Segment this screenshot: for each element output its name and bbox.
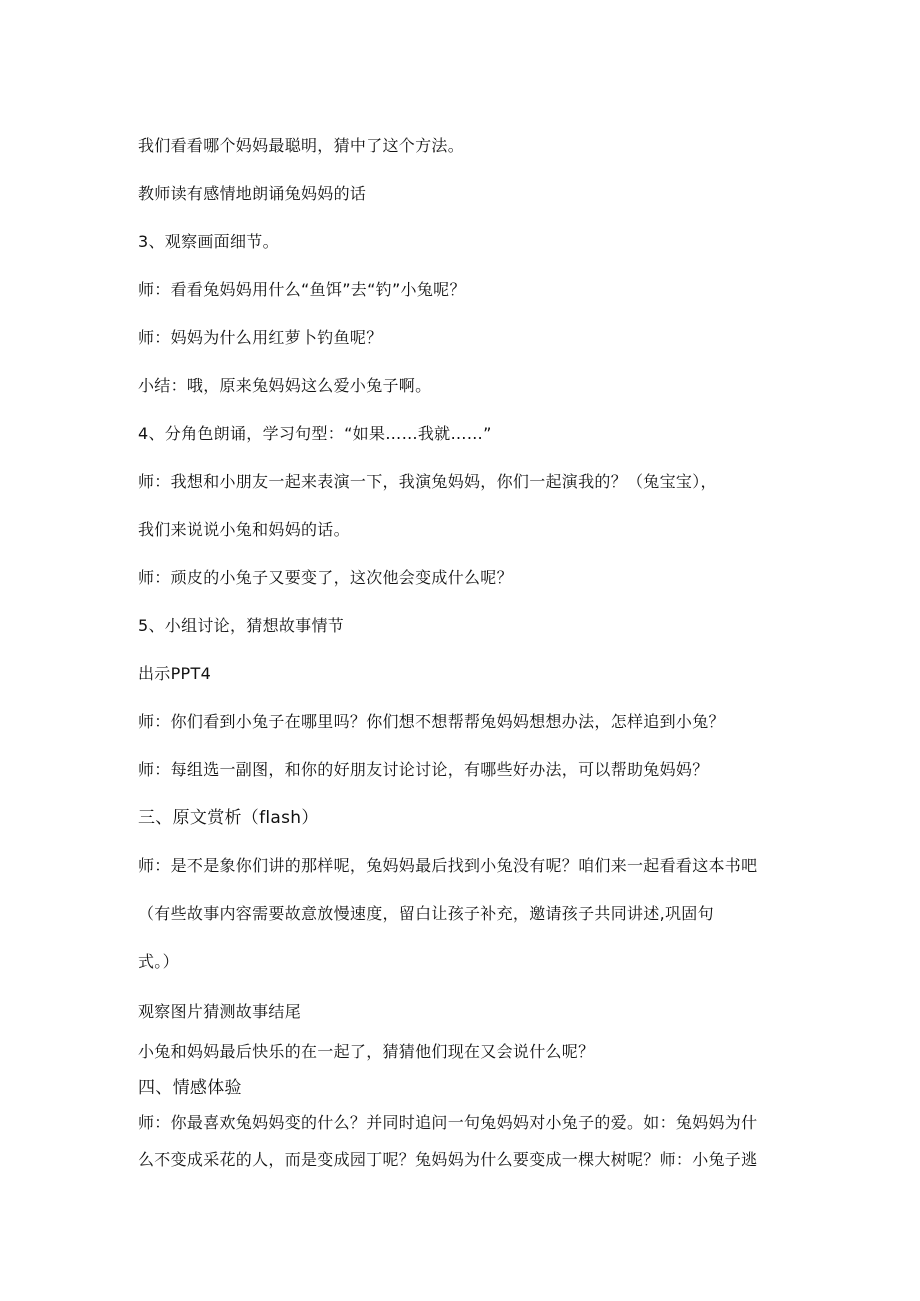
paragraph-line: 教师读有感情地朗诵兔妈妈的话 bbox=[138, 184, 367, 203]
paragraph-line: 我们看看哪个妈妈最聪明，猜中了这个方法。 bbox=[138, 136, 465, 155]
section-heading: 三、原文赏析（flash） bbox=[138, 808, 319, 828]
paragraph-line: 师：妈妈为什么用红萝卜钓鱼呢？ bbox=[138, 328, 383, 347]
paragraph-line: （有些故事内容需要故意放慢速度，留白让孩子补充，邀请孩子共同讲述,巩固句 bbox=[138, 904, 714, 923]
paragraph-line: 师：每组选一副图，和你的好朋友讨论讨论，有哪些好办法，可以帮助兔妈妈？ bbox=[138, 760, 709, 779]
paragraph-line: 么不变成采花的人，而是变成园丁呢？兔妈妈为什么要变成一棵大树呢？师：小兔子逃 bbox=[138, 1150, 758, 1169]
paragraph-line: 师：看看兔妈妈用什么“鱼饵”去“钓”小兔呢？ bbox=[138, 280, 466, 299]
paragraph-line: 师：你们看到小兔子在哪里吗？你们想不想帮帮兔妈妈想想办法，怎样追到小兔？ bbox=[138, 712, 725, 731]
paragraph-line: 师：我想和小朋友一起来表演一下，我演兔妈妈，你们一起演我的？（兔宝宝）， bbox=[138, 472, 717, 491]
paragraph-line: 3、观察画面细节。 bbox=[138, 232, 279, 251]
section-heading: 四、情感体验 bbox=[138, 1078, 242, 1098]
paragraph-line: 5、小组讨论，猜想故事情节 bbox=[138, 616, 345, 635]
paragraph-line: 4、分角色朗诵，学习句型：“如果……我就……” bbox=[138, 424, 492, 443]
paragraph-line: 小结：哦，原来兔妈妈这么爱小兔子啊。 bbox=[138, 376, 432, 395]
paragraph-line: 小兔和妈妈最后快乐的在一起了，猜猜他们现在又会说什么呢？ bbox=[138, 1042, 595, 1061]
paragraph-line: 观察图片猜测故事结尾 bbox=[138, 1002, 302, 1021]
paragraph-line: 师：顽皮的小兔子又要变了，这次他会变成什么呢？ bbox=[138, 568, 513, 587]
paragraph-line: 师：是不是象你们讲的那样呢，兔妈妈最后找到小兔没有呢？咱们来一起看看这本书吧 bbox=[138, 856, 758, 875]
paragraph-line: 式。） bbox=[138, 952, 179, 971]
paragraph-line: 出示PPT4 bbox=[138, 664, 212, 683]
paragraph-line: 师：你最喜欢兔妈妈变的什么？并同时追问一句兔妈妈对小兔子的爱。如：兔妈妈为什 bbox=[138, 1113, 758, 1132]
paragraph-line: 我们来说说小兔和妈妈的话。 bbox=[138, 520, 350, 539]
